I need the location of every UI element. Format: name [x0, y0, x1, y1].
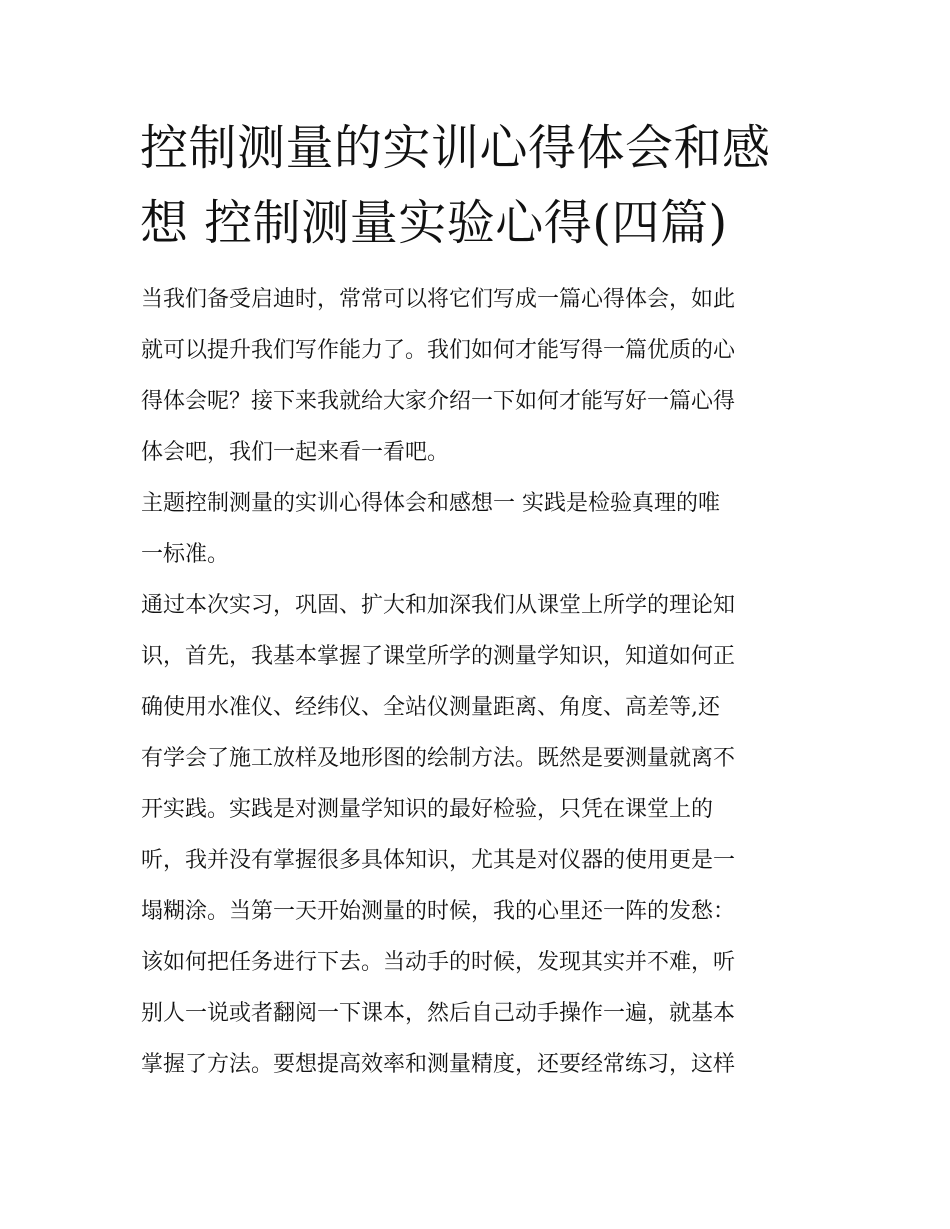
paragraph-line: 该如何把任务进行下去。当动手的时候，发现其实并不难，听 [141, 950, 736, 975]
paragraph-line: 得体会呢？接下来我就给大家介绍一下如何才能写好一篇心得 [141, 389, 736, 414]
paragraph-line: 掌握了方法。要想提高效率和测量精度，还要经常练习，这样 [141, 1052, 736, 1077]
paragraph-line: 通过本次实习，巩固、扩大和加深我们从课堂上所学的理论知 [141, 593, 736, 618]
paragraph-line: 听，我并没有掌握很多具体知识，尤其是对仪器的使用更是一 [141, 848, 736, 873]
paragraph-line: 确使用水准仪、经纬仪、全站仪测量距离、角度、高差等,还 [141, 695, 720, 720]
paragraph-line: 塌糊涂。当第一天开始测量的时候，我的心里还一阵的发愁： [141, 899, 736, 924]
paragraph-line: 别人一说或者翻阅一下课本，然后自己动手操作一遍，就基本 [141, 1001, 736, 1026]
document-title-line-1: 控制测量的实训心得体会和感 [140, 120, 771, 176]
paragraph-line: 就可以提升我们写作能力了。我们如何才能写得一篇优质的心 [141, 338, 736, 363]
paragraph-line: 体会吧，我们一起来看一看吧。 [141, 440, 450, 465]
paragraph-line: 当我们备受启迪时，常常可以将它们写成一篇心得体会，如此 [141, 287, 736, 312]
paragraph-line: 主题控制测量的实训心得体会和感想一 实践是检验真理的唯 [141, 491, 720, 516]
paragraph-line: 一标准。 [141, 542, 230, 567]
paragraph-line: 识，首先，我基本掌握了课堂所学的测量学知识，知道如何正 [141, 644, 736, 669]
paragraph-line: 开实践。实践是对测量学知识的最好检验，只凭在课堂上的 [141, 797, 714, 822]
paragraph-line: 有学会了施工放样及地形图的绘制方法。既然是要测量就离不 [141, 746, 736, 771]
document-title-line-2: 想 控制测量实验心得(四篇) [140, 195, 728, 251]
